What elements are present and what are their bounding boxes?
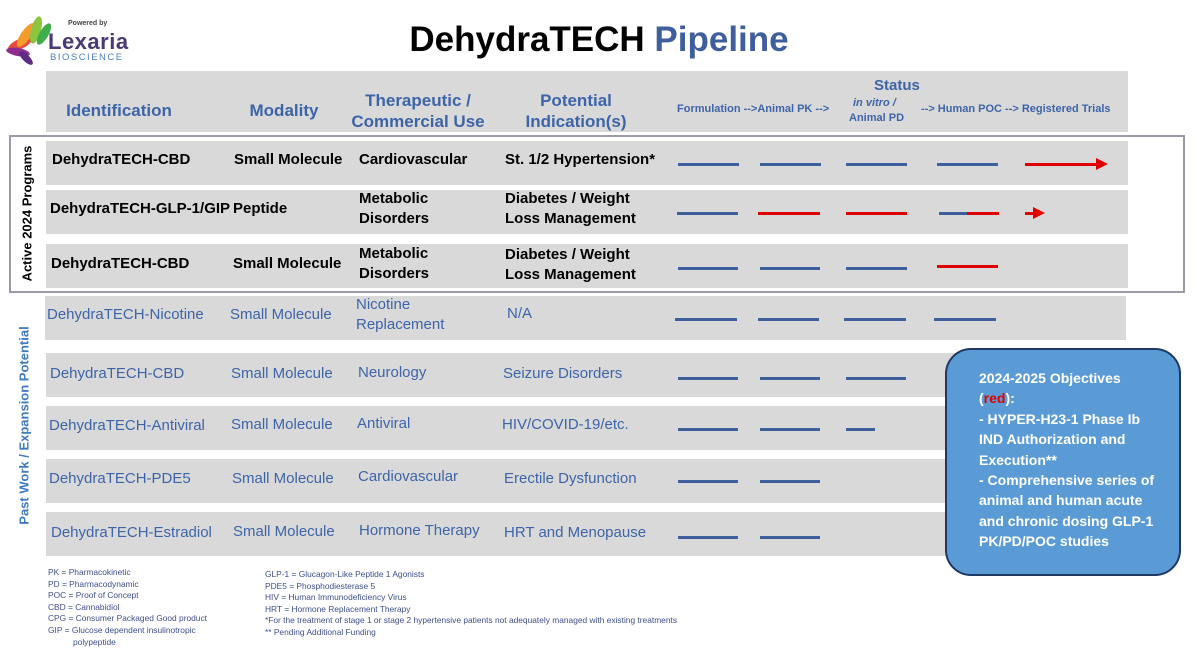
header-status: Status: [874, 77, 920, 94]
header-indication-line1: Potential: [540, 91, 612, 110]
row1-id: DehydraTECH-CBD: [52, 151, 191, 168]
row8-modality: Small Molecule: [233, 523, 335, 540]
header-modality: Modality: [249, 101, 319, 120]
progress-bar: [678, 536, 738, 539]
row5-use: Neurology: [358, 364, 427, 381]
header-therapeutic-line1: Therapeutic /: [365, 91, 471, 110]
row6-modality: Small Molecule: [231, 416, 333, 433]
progress-bar: [760, 377, 820, 380]
header-indication: [510, 90, 642, 132]
progress-bar: [844, 318, 906, 321]
objectives-title: 2024-2025 Objectives: [979, 370, 1121, 386]
row8-indication: HRT and Menopause: [504, 524, 647, 541]
progress-bar: [760, 428, 820, 431]
row6-id: DehydraTECH-Antiviral: [49, 417, 205, 434]
title-part-1: DehydraTECH: [409, 20, 645, 59]
brand-subtitle: BIOSCIENCE: [50, 52, 124, 63]
footnote: *For the treatment of stage 1 or stage 2 hypertensive patients not adequately managed with existing treatments: [265, 615, 678, 626]
row6-indication: HIV/COVID-19/etc.: [502, 416, 629, 433]
footnote: GLP-1 = Glucagon-Like Peptide 1 Agonists: [265, 569, 425, 579]
progress-bar: [760, 480, 820, 483]
progress-bar: [678, 480, 738, 483]
header-invitro: in vitro /: [853, 97, 896, 109]
row7-indication: Erectile Dysfunction: [504, 470, 637, 487]
row5-modality: Small Molecule: [231, 365, 333, 382]
row7-id: DehydraTECH-PDE5: [49, 470, 191, 487]
row2-id: DehydraTECH-GLP-1/GIP: [50, 200, 231, 217]
past-work-label: Past Work / Expansion Potential: [16, 326, 32, 525]
row4-use: Nicotine Replacement: [356, 296, 445, 333]
row2-modality: Peptide: [233, 200, 288, 217]
row4-id: DehydraTECH-Nicotine: [47, 306, 204, 323]
footnote: polypeptide: [73, 636, 116, 647]
footnotes-left: [48, 567, 207, 648]
progress-bar: [758, 318, 819, 321]
brand-name: Lexaria: [48, 29, 129, 54]
header-animal-pd: Animal PD: [849, 112, 905, 124]
footnote: HRT = Hormone Replacement Therapy: [265, 603, 411, 614]
header-identification: Identification: [66, 101, 172, 120]
row5-id: DehydraTECH-CBD: [50, 365, 185, 382]
page-title: [0, 20, 1198, 60]
row3-use: Metabolic Disorders: [359, 245, 430, 282]
row7-use: Cardiovascular: [358, 468, 459, 485]
footnote: CPG = Consumer Packaged Good product: [48, 613, 207, 624]
footnote: PK = Pharmacokinetic: [48, 567, 131, 577]
row4-modality: Small Molecule: [230, 306, 332, 323]
progress-bar: [760, 536, 820, 539]
row1-use: Cardiovascular: [359, 151, 468, 168]
footnote: GIP = Glucose dependent insulinotropic: [48, 624, 196, 635]
row8-use: Hormone Therapy: [359, 522, 480, 539]
paren-open: (: [979, 390, 984, 407]
footnote: HIV = Human Immunodeficiency Virus: [265, 592, 407, 603]
header-indication-line2: Indication(s): [525, 112, 627, 131]
row2-use: Metabolic Disorders: [359, 190, 430, 227]
progress-bar: [934, 318, 996, 321]
progress-bar: [846, 428, 875, 431]
progress-bar: [678, 428, 738, 431]
row4-indication: N/A: [507, 305, 533, 322]
red-word: red: [983, 390, 1006, 407]
powered-by-text: Powered by: [68, 20, 108, 27]
objective-item-1: - HYPER-H23-1 Phase Ib IND Authorization and Execution**: [979, 410, 1141, 468]
footnote: PDE5 = Phosphodiesterase 5: [265, 580, 376, 591]
row7-modality: Small Molecule: [232, 470, 334, 487]
row5-indication: Seizure Disorders: [503, 365, 623, 382]
header-therapeutic: [345, 90, 491, 132]
row3-id: DehydraTECH-CBD: [51, 255, 190, 272]
title-part-2: Pipeline: [654, 20, 789, 59]
footnote: CBD = Cannabidiol: [48, 601, 120, 612]
header-human-poc: --> Human POC --> Registered Trials: [921, 103, 1111, 115]
header-formulation: Formulation -->Animal PK -->: [677, 103, 830, 115]
header-therapeutic-line2: Commercial Use: [351, 112, 485, 131]
footnotes-right: [265, 569, 677, 639]
progress-bar: [846, 377, 906, 380]
row2-indication: Diabetes / Weight Loss Management: [505, 190, 636, 227]
row1-modality: Small Molecule: [234, 151, 343, 168]
row1-indication: St. 1/2 Hypertension*: [505, 151, 656, 168]
active-programs-box: [9, 135, 1185, 293]
footnote: ** Pending Additional Funding: [265, 626, 376, 637]
row6-use: Antiviral: [357, 415, 411, 432]
paren-close: ):: [1005, 390, 1015, 407]
progress-bar: [678, 377, 738, 380]
objectives-legend: [979, 388, 1163, 408]
footnote: PD = Pharmacodynamic: [48, 578, 139, 589]
progress-bar: [675, 318, 737, 321]
footnote: POC = Proof of Concept: [48, 590, 139, 601]
row8-id: DehydraTECH-Estradiol: [51, 524, 212, 541]
objective-item-2: - Comprehensive series of animal and human acute and chronic dosing GLP-1 PK/PD/POC studies: [979, 472, 1155, 550]
row3-modality: Small Molecule: [233, 255, 342, 272]
objectives-box: [945, 348, 1181, 576]
row3-indication: Diabetes / Weight Loss Management: [505, 246, 636, 283]
active-programs-label: Active 2024 Programs: [19, 145, 35, 282]
